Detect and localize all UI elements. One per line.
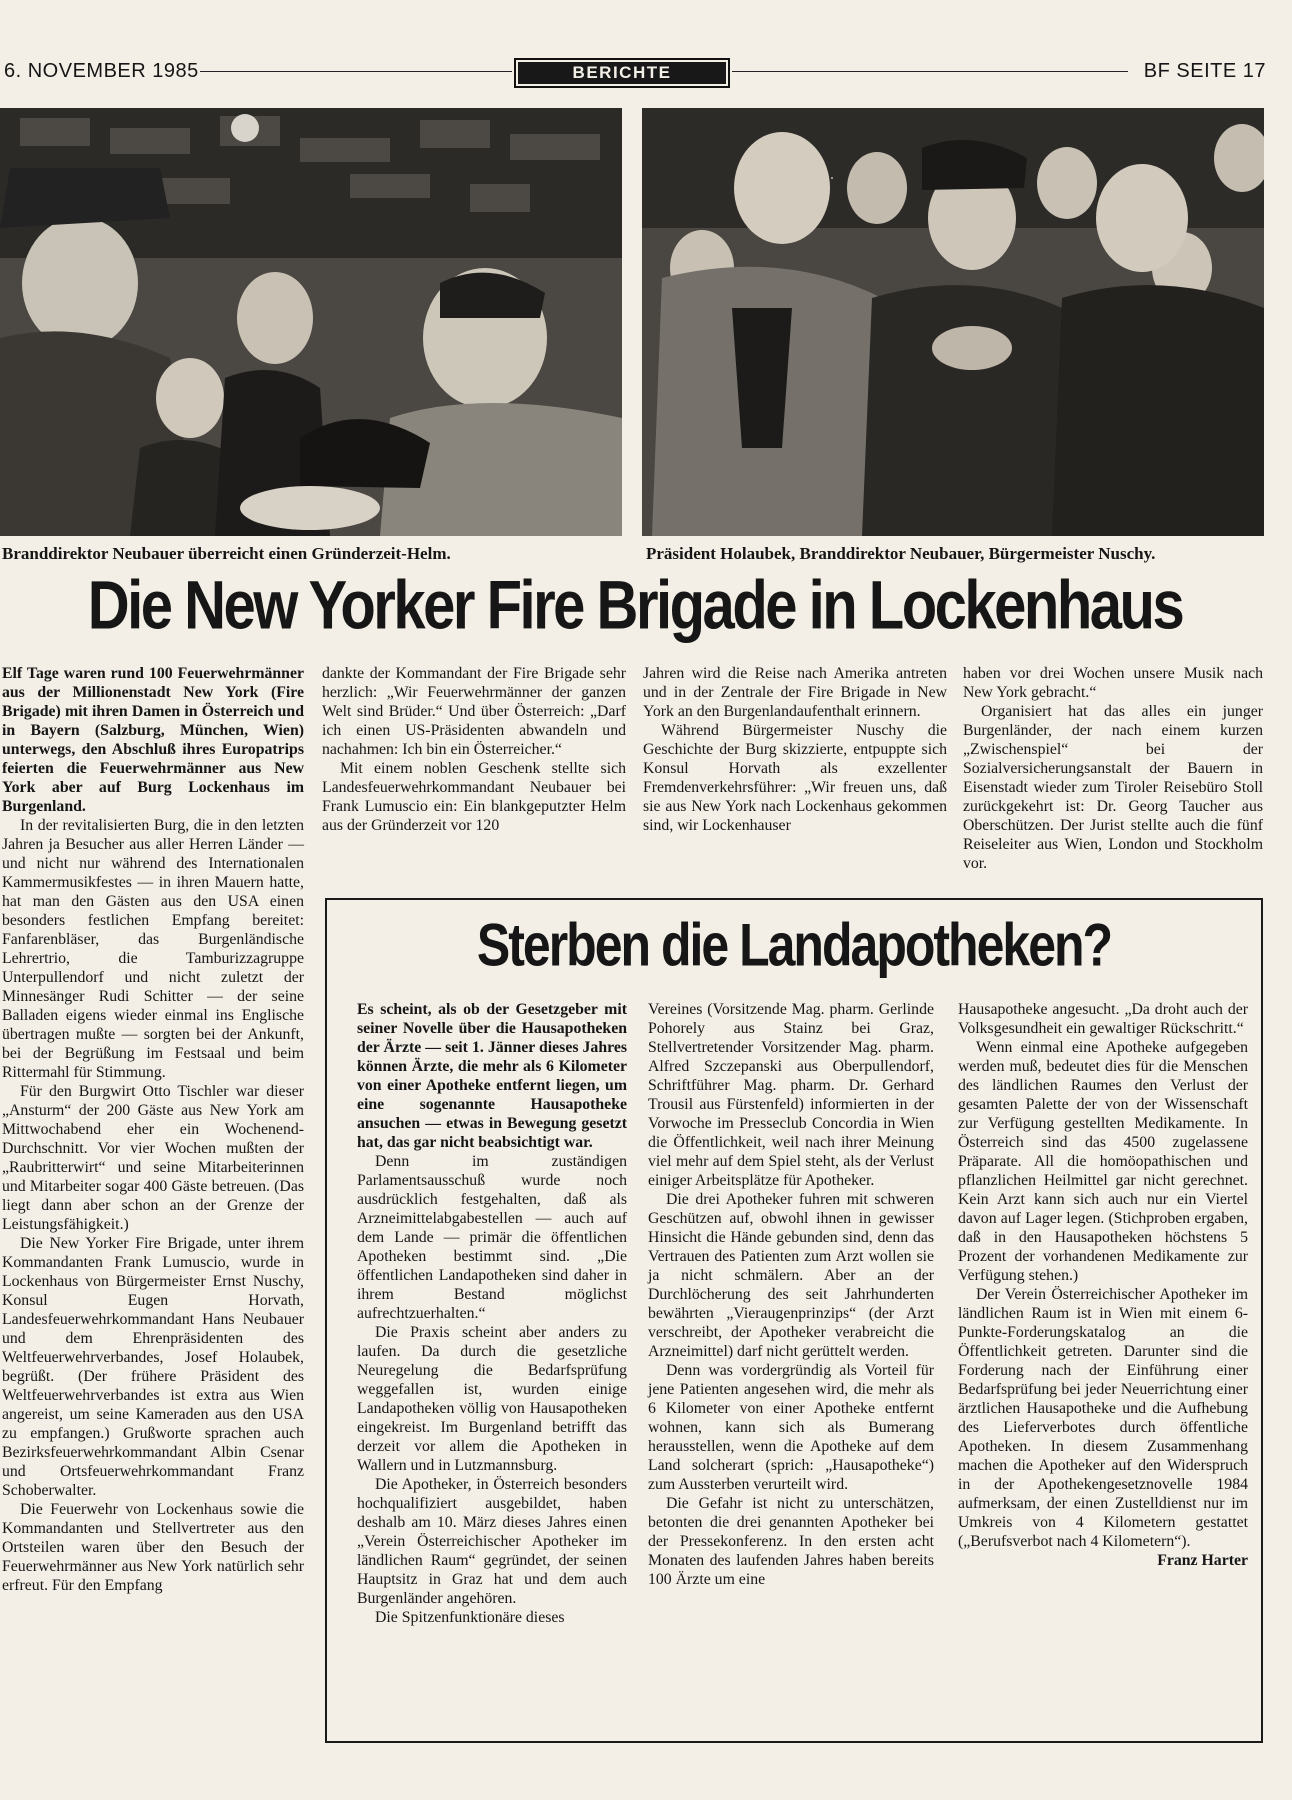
article1-paragraph: Mit einem noblen Geschenk stellte sich Landesfeuerwehrkommandant Neubauer bei Frank Lumuscio ein: Ein blankgeputzter Helm aus der Gründerzeit vor 120 [322, 760, 626, 834]
article2-paragraph: Die Gefahr ist nicht zu unterschätzen, betonten die drei genannten Apotheker bei der Pressekonferenz. In den ersten acht Monaten des laufenden Jahres haben bereits 100 Ärzte um eine [648, 1495, 934, 1588]
article1-paragraph: Für den Burgwirt Otto Tischler war dieser „Ansturm“ der 200 Gäste aus New York am Mittwochabend eher ein Wochenend-Durchschnitt. Vor vier Wochen mußten der „Raubritterwirt“ und seine Mitarbeiterinnen und Mitarbeiter sogar 400 Gäste betreuen. (Das liegt dann aber schon an der Grenze der Leistungsfähigkeit.) [2, 1083, 304, 1233]
photo-caption-right: Präsident Holaubek, Branddirektor Neubauer, Bürgermeister Nuschy. [646, 544, 1156, 563]
article2-paragraph: Wenn einmal eine Apotheke aufgegeben werden muß, bedeutet dies für die Menschen des ländlichen Raumes den Verlust der gesamten Palette der von der Wissenschaft zur Verfügung gestellten Medikamente. In Österreich sind das 4500 zugelassene Präparate. All die homöopathischen und pflanzlichen Heilmittel gar nicht gerechnet. Kein Arzt kann sich auch nur ein Viertel davon auf Lager legen. (Stichproben ergaben, daß in den Hausapotheken höchstens 5 Prozent der vorhandenen Medikamente zur Verfügung stehen.) [958, 1039, 1248, 1284]
article1-paragraph: Jahren wird die Reise nach Amerika antreten und in der Zentrale der Fire Brigade in New York an den Burgenlandaufenthalt erinnern. [643, 665, 947, 720]
article2-paragraph: Denn was vordergründig als Vorteil für jene Patienten angesehen wird, die mehr als 6 Kilometer von einer Apotheke entfernt wohnen, kann sich als Bumerang herausstellen, wenn die Apotheke auf dem Land solcherart (sprich: „Hausapotheke“) zum Aussterben verurteilt wird. [648, 1362, 934, 1493]
article2-paragraph: Die Praxis scheint aber anders zu laufen. Da durch die gesetzliche Neuregelung die Bedarfsprüfung weggefallen ist, wurden einige Landapotheken völlig von Hausapotheken eingekreist. Im Burgenland betrifft das derzeit vor allem die Apotheken in Wallern und in Lutzmannsburg. [357, 1324, 627, 1474]
article1-paragraph: dankte der Kommandant der Fire Brigade sehr herzlich: „Wir Feuerwehrmänner der ganzen Welt sind Brüder.“ Und über Österreich: „Darf ich einen US-Präsidenten abwandeln und nachahmen: Ich bin ein Österreicher.“ [322, 665, 626, 758]
photo-helmet-handover [0, 108, 622, 536]
article1-column-1 [2, 664, 304, 1595]
article1-paragraph: Die New Yorker Fire Brigade, unter ihrem Kommandanten Frank Lumuscio, wurde in Lockenhaus von Bürgermeister Ernst Nuschy, Konsul Eugen Horvath, Landesfeuerwehrkommandant Hans Neubauer und dem Ehrenpräsidenten des Weltfeuerwehrverbandes, Josef Holaubek, begrüßt. (Der frühere Präsident des Weltfeuerwehrverbandes ist extra aus Wien angereist, um seine Kameraden aus den USA zu empfangen.) Grußworte sprachen auch Bezirksfeuerwehrkommandant Albin Csenar und Ortsfeuerwehrkommandant Franz Schoberwalter. [2, 1235, 304, 1499]
article2-paragraph: Der Verein Österreichischer Apotheker im ländlichen Raum ist in Wien mit einem 6-Punkte-Forderungskatalog an die Öffentlichkeit getreten. Darunter sind die Forderung nach der Einführung einer Bedarfsprüfung bei jeder Neuerrichtung einer ärztlichen Hausapotheke und die Aufhebung des Lieferverbotes durch öffentliche Apotheken. In diesem Zusammenhang machen die Apotheker auf den Widerspruch in der Apothekengesetznovelle 1984 aufmerksam, der einen Zustelldienst nur im Umkreis von 4 Kilometern gestattet („Berufsverbot nach 4 Kilometern“). [958, 1286, 1248, 1550]
article2-paragraph: Denn im zuständigen Parlamentsausschuß wurde noch ausdrücklich festgehalten, daß als Arzneimittelabgabestellen — auch auf dem Lande — primär die öffentlichen Apotheken bestimmt sind. „Die öffentlichen Landapotheken sind daher in ihrem Bestand möglichst aufrechtzuerhalten.“ [357, 1153, 627, 1322]
article2-column-2 [648, 1000, 934, 1589]
article1-paragraph: Organisiert hat das alles ein junger Burgenländer, der nach einem kurzen „Zwischenspiel“ bei der Sozialversicherungsanstalt der Bauern in Eisenstadt wieder zum Tiroler Reisebüro Stoll zurückgekehrt ist: Dr. Georg Taucher aus Oberschützen. Der Jurist stellte auch die fünf Reiseleiter aus Wien, London und Stockholm vor. [963, 703, 1263, 872]
article1-lead: Elf Tage waren rund 100 Feuerwehrmänner aus der Millionenstadt New York (Fire Brigade) mit ihren Damen in Österreich und in Bayern (Salzburg, München, Wien) unterwegs, den Abschluß ihres Europatrips feierten die Feuerwehrmänner aus New York aber auf Burg Lockenhaus im Burgenland. [2, 665, 304, 815]
photo-caption-left: Branddirektor Neubauer überreicht einen Gründerzeit-Helm. [2, 544, 451, 563]
article-headline-fire-brigade: Die New Yorker Fire Brigade in Lockenhaus [87, 567, 1183, 644]
page-number: BF SEITE 17 [1143, 60, 1266, 82]
issue-date: 6. NOVEMBER 1985 [4, 60, 199, 82]
article1-column-3 [643, 664, 947, 835]
article2-lead: Es scheint, als ob der Gesetzgeber mit seiner Novelle über die Hausapotheken der Ärzte — seit 1. Jänner dieses Jahres können Ärzte, die mehr als 6 Kilometer von einer Apotheke entfernt liegen, um eine sogenannte Hausapotheke ansuchen — etwas in Bewegung gesetzt hat, das gar nicht beabsichtigt war. [357, 1001, 627, 1151]
article2-paragraph: Die drei Apotheker fuhren mit schweren Geschützen auf, obwohl ihnen in gewisser Hinsicht die Hände gebunden sind, denn das Vertrauen des Patienten zum Arzt wollen sie ja nicht schmälern. Aber an der Durchlöcherung des seit Jahrhunderten bewährten „Vieraugenprinzips“ (der Arzt verschreibt, der Apotheker verabreicht die Arzneimittel) darf nicht gerüttelt werden. [648, 1191, 934, 1360]
article2-paragraph: Vereines (Vorsitzende Mag. pharm. Gerlinde Pohorely aus Stainz bei Graz, Stellvertretender Vorsitzender Mag. pharm. Alfred Szczepanski aus Oberpullendorf, Schriftführer Mag. pharm. Dr. Gerhard Trousil aus Fürstenfeld) informierten in der Vorwoche im Presseclub Concordia in Wien die Öffentlichkeit, weil nach ihrer Meinung viel mehr auf dem Spiel steht, als der Verlust einiger Arbeitsplätze für Apotheker. [648, 1001, 934, 1189]
article2-column-1 [357, 1000, 627, 1627]
header-rule-right [732, 71, 1128, 72]
section-label: BERICHTE [518, 62, 726, 84]
article2-paragraph: Die Spitzenfunktionäre dieses [375, 1609, 565, 1626]
article1-paragraph: In der revitalisierten Burg, die in den letzten Jahren ja Besucher aus aller Herren Länder — und nicht nur während des Internationalen Kammermusikfestes — in ihren Mauern hatte, hat man den Gästen aus den USA einen besonders festlichen Empfang bereitet: Fanfarenbläser, das Burgenländische Lehrertrio, die Tamburizzagruppe Unterpullendorf und nicht zuletzt der Minnesänger Rudi Schitter — der seine Balladen eigens wieder einmal ins Englische übertragen mußte — sorgten bei der Ankunft, bei der Begrüßung im Festsaal und beim Rittermahl für Stimmung. [2, 817, 304, 1081]
article1-paragraph: Die Feuerwehr von Lockenhaus sowie die Kommandanten und Stellvertreter aus den Ortsteilen waren über den Besuch der Feuerwehrmänner aus New York natürlich sehr erfreut. Für den Empfang [2, 1501, 304, 1594]
article1-paragraph: Während Bürgermeister Nuschy die Geschichte der Burg skizzierte, entpuppte sich Konsul Horvath als exzellenter Fremdenverkehrsführer: „Wir freuen uns, daß sie aus New York nach Lockenhaus gekommen sind, wir Lockenhauser [643, 722, 947, 834]
article2-paragraph: Die Apotheker, in Österreich besonders hochqualifiziert ausgebildet, haben deshalb am 10. März dieses Jahres einen „Verein Österreichischer Apotheker im ländlichen Raum“ gegründet, der seinen Hauptsitz in Graz hat und dem auch Burgenländer angehören. [357, 1476, 627, 1607]
article2-author: Franz Harter [1157, 1552, 1248, 1569]
photo-officials-seated [642, 108, 1264, 536]
page-header [0, 58, 1270, 90]
section-label-box [514, 58, 730, 88]
header-rule-left [200, 71, 512, 72]
article1-paragraph: haben vor drei Wochen unsere Musik nach New York gebracht.“ [963, 665, 1263, 701]
article-headline-landapotheken: Sterben die Landapotheken? [476, 911, 1112, 979]
article1-column-2 [322, 664, 626, 835]
article1-column-4 [963, 664, 1263, 873]
article2-paragraph: Hausapotheke angesucht. „Da droht auch der Volksgesundheit ein gewaltiger Rückschritt.“ [958, 1001, 1248, 1037]
article2-column-3 [958, 1000, 1248, 1570]
